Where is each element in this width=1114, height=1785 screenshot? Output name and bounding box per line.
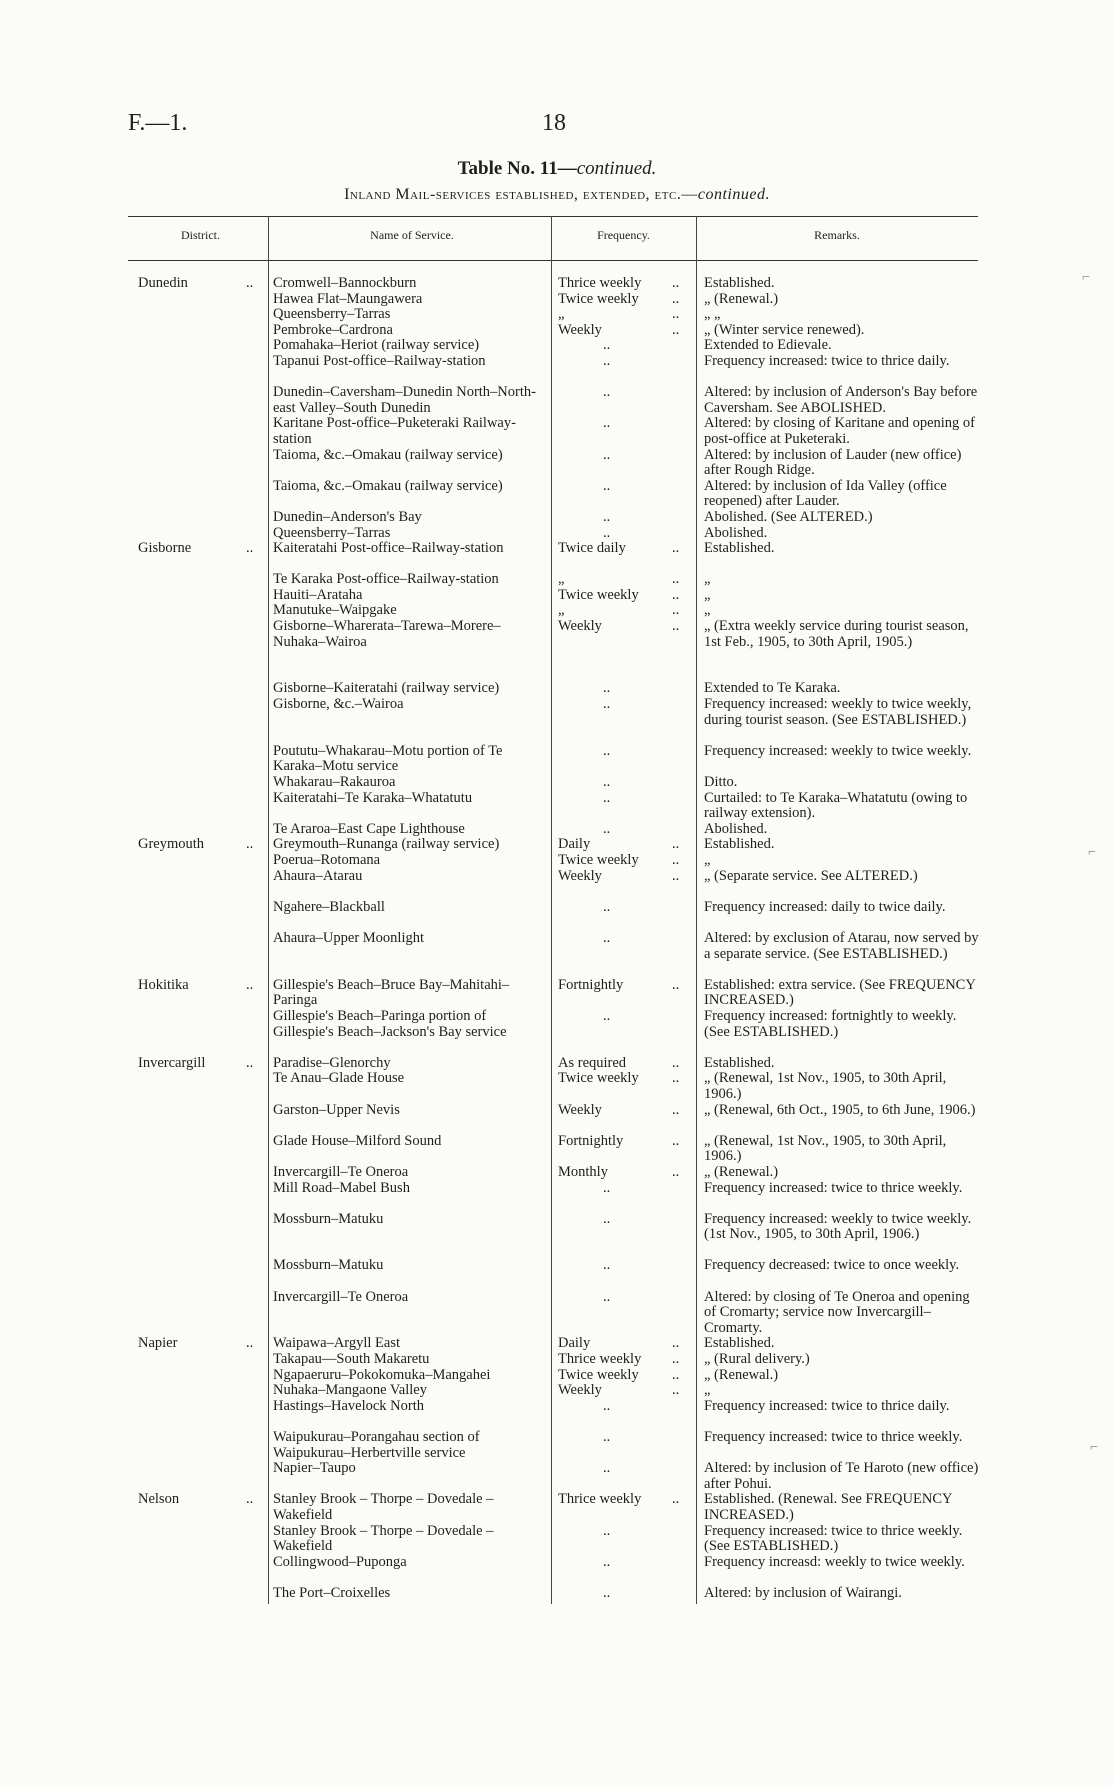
district-cell: Invercargill [138,1054,206,1071]
remarks-cell: Extended to Te Karaka. [704,680,841,697]
table-row [128,1009,978,1056]
remarks-cell: Frequency increased: twice to thrice daily. [704,1397,950,1414]
frequency-cell: Fortnightly [558,976,624,993]
table-row [128,323,978,339]
frequency-cell: Twice daily [558,540,626,557]
frequency-dots: .. [603,1288,611,1305]
column-header-remarks: Remarks. [814,228,860,242]
table-row [128,1071,978,1102]
remarks-cell: Altered: by inclusion of Anderson's Bay before Caversham. See ABOLISHED. [704,384,978,416]
service-name-cell: Takapau—South Makaretu [273,1351,430,1368]
mail-services-table [128,276,978,1602]
frequency-dots: .. [603,446,611,463]
remarks-cell: „ [704,1382,711,1399]
table-top-rule [128,216,978,217]
margin-mark: ⌐ [1090,1440,1098,1455]
table-title-continued: continued. [576,158,657,179]
district-cell: Nelson [138,1491,180,1508]
service-name-cell: Queensberry–Tarras [273,306,391,323]
leader-dots: .. [672,618,680,635]
remarks-cell: Established. [704,1335,775,1352]
remarks-cell: „ [704,852,711,868]
leader-dots: .. [672,571,680,588]
leader-dots: .. [672,540,680,557]
table-row [128,931,978,978]
table-row [128,837,978,853]
remarks-cell: „ (Renewal, 1st Nov., 1905, to 30th April, 1906.) [704,1132,947,1165]
service-name-cell: Greymouth–Runanga (railway service) [273,836,500,853]
leader-dots: .. [672,867,680,884]
frequency-dots: .. [603,352,611,369]
service-name-cell: Mossburn–Matuku [273,1257,384,1274]
district-cell: Napier [138,1335,178,1352]
table-row [128,588,978,604]
frequency-cell: As required [558,1054,627,1071]
table-row [128,479,978,510]
service-name-cell: Ngahere–Blackball [273,898,385,915]
page-number: 18 [542,110,566,136]
service-name-cell: Ahaura–Upper Moonlight [273,929,425,946]
remarks-cell: „ (Rural delivery.) [704,1351,810,1368]
service-name-cell: Gisborne–Kaiteratahi (railway service) [273,680,500,697]
service-name-cell: Dunedin–Caversham–Dunedin North–North-east Valley–South Dunedin [273,384,536,416]
table-row [128,775,978,791]
leader-dots: .. [246,540,254,557]
remarks-cell: Established. [704,836,775,853]
remarks-cell: Frequency increased: daily to twice daily. [704,898,946,915]
service-name-cell: Manutuke–Waipgake [273,602,397,619]
frequency-dots: .. [603,384,611,401]
frequency-cell: Weekly [558,1382,602,1399]
service-name-cell: Te Araroa–East Cape Lighthouse [273,820,465,837]
remarks-cell: Extended to Edievale. [704,337,832,354]
table-row [128,1165,978,1181]
remarks-cell: Ditto. [704,774,738,791]
leader-dots: .. [672,1163,680,1180]
remarks-cell: Frequency increased: twice to thrice daily. [704,352,950,369]
table-row [128,1212,978,1259]
frequency-cell: Daily [558,1335,591,1352]
service-name-cell: Garston–Upper Nevis [273,1101,400,1118]
service-name-cell: Te Anau–Glade House [273,1070,405,1087]
frequency-cell: Weekly [558,618,602,635]
remarks-cell: Established: extra service. (See FREQUENCY INCREASED.) [704,976,976,1009]
service-name-cell: Napier–Taupo [273,1460,356,1477]
table-row [128,822,978,838]
frequency-dots: .. [603,508,611,525]
remarks-cell: Frequency increased: weekly to twice weekly. (1st Nov., 1905, to 30th April, 1906.) [704,1210,972,1243]
service-name-cell: The Port–Croixelles [273,1584,391,1601]
leader-dots: .. [672,602,680,619]
remarks-cell: „ (Separate service. See ALTERED.) [704,867,918,884]
remarks-cell: „ (Extra weekly service during tourist season, 1st Feb., 1905, to 30th April, 1905.) [704,618,969,650]
remarks-cell: „ (Renewal.) [704,290,779,307]
frequency-cell: Daily [558,836,591,853]
table-row [128,1290,978,1337]
table-row [128,1492,978,1523]
frequency-dots: .. [603,820,611,837]
frequency-dots: .. [603,1257,611,1274]
frequency-cell: „ [558,306,565,323]
frequency-cell: Thrice weekly [558,1491,642,1508]
table-row [128,869,978,900]
table-row [128,307,978,323]
leader-dots: .. [246,1335,254,1352]
service-name-cell: Karitane Post-office–Puketeraki Railway-station [273,415,516,447]
table-row [128,448,978,479]
frequency-cell: Weekly [558,867,602,884]
table-row [128,1461,978,1492]
leader-dots: .. [672,1054,680,1071]
table-row [128,978,978,1009]
remarks-cell: Altered: by closing of Te Oneroa and opening of Cromarty; service now Invercargill–Cromarty. [704,1288,970,1336]
district-cell: Hokitika [138,976,189,993]
table-row [128,354,978,385]
remarks-cell: Frequency decreased: twice to once weekly. [704,1257,960,1274]
frequency-dots: .. [603,1522,611,1539]
service-name-cell: Ahaura–Atarau [273,867,363,884]
service-name-cell: Cromwell–Bannockburn [273,275,417,291]
service-name-cell: Nuhaka–Mangaone Valley [273,1382,427,1399]
service-name-cell: Gillespie's Beach–Paringa portion of Gillespie's Beach–Jackson's Bay service [273,1007,507,1040]
table-row [128,1399,978,1430]
remarks-cell: Abolished. [704,524,768,541]
leader-dots: .. [672,1335,680,1352]
table-row [128,385,978,416]
leader-dots: .. [672,1101,680,1118]
table-row [128,900,978,931]
frequency-cell: „ [558,602,565,619]
remarks-cell: Established. (Renewal. See FREQUENCY INCREASED.) [704,1491,952,1523]
remarks-cell: „ (Renewal.) [704,1163,779,1180]
service-name-cell: Waipukurau–Porangahau section of Waipukurau–Herbertville service [273,1429,480,1461]
service-name-cell: Gisborne–Wharerata–Tarewa–Morere–Nuhaka–Wairoa [273,618,501,650]
frequency-cell: Thrice weekly [558,1351,642,1368]
service-name-cell: Pomahaka–Heriot (railway service) [273,337,480,354]
frequency-dots: .. [603,898,611,915]
frequency-dots: .. [603,742,611,759]
leader-dots: .. [672,306,680,323]
service-name-cell: Tapanui Post-office–Railway-station [273,352,486,369]
remarks-cell: Frequency increased: twice to thrice weekly. (See ESTABLISHED.) [704,1522,963,1555]
table-title [0,158,1114,180]
table-row [128,697,978,744]
table-row [128,603,978,619]
service-name-cell: Hauiti–Arataha [273,586,363,603]
remarks-cell: Altered: by inclusion of Ida Valley (office reopened) after Lauder. [704,477,947,510]
leader-dots: .. [246,836,254,853]
leader-dots: .. [672,1366,680,1383]
remarks-cell: „ (Winter service renewed). [704,321,865,338]
frequency-cell: Twice weekly [558,852,639,868]
frequency-dots: .. [603,774,611,791]
district-cell: Dunedin [138,275,188,291]
remarks-cell: Altered: by exclusion of Atarau, now served by a separate service. (See ESTABLISHED.) [704,929,979,962]
frequency-dots: .. [603,680,611,697]
remarks-cell: „ „ [704,306,721,323]
district-cell: Gisborne [138,540,192,557]
table-row [128,1134,978,1165]
leader-dots: .. [246,1491,254,1508]
frequency-dots: .. [603,1179,611,1196]
page-reference: F.—1. [128,110,188,136]
frequency-cell: Twice weekly [558,1070,639,1087]
remarks-cell: Altered: by closing of Karitane and opening of post-office at Puketeraki. [704,415,975,447]
frequency-dots: .. [603,1007,611,1024]
table-subtitle-continued: continued. [697,186,770,203]
frequency-dots: .. [603,1429,611,1446]
table-row [128,791,978,822]
remarks-cell: Abolished. (See ALTERED.) [704,508,873,525]
service-name-cell: Hastings–Havelock North [273,1397,425,1414]
frequency-cell: „ [558,571,565,588]
table-row [128,619,978,681]
leader-dots: .. [672,290,680,307]
service-name-cell: Poututu–Whakarau–Motu portion of Te Karaka–Motu service [273,742,503,775]
table-row [128,292,978,308]
table-row [128,1586,978,1602]
column-header-district: District. [181,228,220,242]
remarks-cell: Frequency increased: weekly to twice weekly, during tourist season. (See ESTABLISHED.) [704,696,972,728]
table-row [128,1368,978,1384]
remarks-cell: Altered: by inclusion of Wairangi. [704,1584,902,1601]
table-row [128,1056,978,1072]
leader-dots: .. [672,275,680,291]
service-name-cell: Gillespie's Beach–Bruce Bay–Mahitahi–Paringa [273,976,510,1009]
leader-dots: .. [672,1382,680,1399]
frequency-cell: Weekly [558,321,602,338]
remarks-cell: „ [704,571,711,588]
table-header-rule [128,260,978,261]
frequency-dots: .. [603,1397,611,1414]
table-row [128,1103,978,1134]
leader-dots: .. [246,976,254,993]
frequency-cell: Twice weekly [558,1366,639,1383]
remarks-cell: Frequency increased: fortnightly to weekly. (See ESTABLISHED.) [704,1007,957,1040]
service-name-cell: Dunedin–Anderson's Bay [273,508,422,525]
service-name-cell: Kaiteratahi–Te Karaka–Whatatutu [273,789,473,806]
frequency-dots: .. [603,696,611,713]
service-name-cell: Ngapaeruru–Pokokomuka–Mangahei [273,1366,491,1383]
remarks-cell: Frequency increased: twice to thrice weekly. [704,1179,963,1196]
column-header-frequency: Frequency. [597,228,650,242]
table-row [128,572,978,588]
table-row [128,338,978,354]
column-header-name: Name of Service. [370,228,454,242]
frequency-cell: Twice weekly [558,290,639,307]
frequency-dots: .. [603,477,611,494]
table-subtitle-main: Inland Mail-services established, extended, etc.— [344,186,698,203]
service-name-cell: Invercargill–Te Oneroa [273,1163,409,1180]
table-row [128,510,978,526]
margin-mark: ⌐ [1088,845,1096,860]
remarks-cell: „ (Renewal, 6th Oct., 1905, to 6th June, 1906.) [704,1101,976,1118]
service-name-cell: Paradise–Glenorchy [273,1054,391,1071]
table-row [128,541,978,572]
table-row [128,1555,978,1586]
table-row [128,416,978,447]
remarks-cell: Established. [704,1054,775,1071]
table-row [128,1258,978,1289]
leader-dots: .. [246,1054,254,1071]
service-name-cell: Pembroke–Cardrona [273,321,393,338]
frequency-dots: .. [603,789,611,806]
service-name-cell: Invercargill–Te Oneroa [273,1288,409,1305]
leader-dots: .. [672,836,680,853]
remarks-cell: „ [704,586,711,603]
frequency-dots: .. [603,1210,611,1227]
service-name-cell: Hawea Flat–Maungawera [273,290,423,307]
remarks-cell: „ (Renewal.) [704,1366,779,1383]
table-row [128,1430,978,1461]
table-row [128,526,978,542]
frequency-dots: .. [603,1460,611,1477]
service-name-cell: Kaiteratahi Post-office–Railway-station [273,540,504,557]
service-name-cell: Mill Road–Mabel Bush [273,1179,410,1196]
remarks-cell: „ [704,602,711,619]
frequency-cell: Monthly [558,1163,608,1180]
frequency-dots: .. [603,1553,611,1570]
service-name-cell: Poerua–Rotomana [273,852,381,868]
service-name-cell: Te Karaka Post-office–Railway-station [273,571,499,588]
leader-dots: .. [672,1491,680,1508]
table-row [128,853,978,869]
service-name-cell: Queensberry–Tarras [273,524,391,541]
table-title-main: Table No. 11— [457,158,577,179]
leader-dots: .. [246,275,254,291]
leader-dots: .. [672,852,680,868]
service-name-cell: Stanley Brook – Thorpe – Dovedale – Wakefield [273,1491,494,1523]
frequency-cell: Twice weekly [558,586,639,603]
margin-mark: ⌐ [1082,270,1090,285]
service-name-cell: Gisborne, &c.–Wairoa [273,696,404,713]
frequency-cell: Thrice weekly [558,275,642,291]
table-row [128,1336,978,1352]
table-row [128,1352,978,1368]
frequency-dots: .. [603,337,611,354]
frequency-dots: .. [603,415,611,432]
leader-dots: .. [672,976,680,993]
table-subtitle [0,186,1114,204]
frequency-cell: Fortnightly [558,1132,624,1149]
frequency-cell: Weekly [558,1101,602,1118]
remarks-cell: Established. [704,540,775,557]
remarks-cell: Frequency increased: twice to thrice weekly. [704,1429,963,1446]
remarks-cell: Frequency increased: weekly to twice weekly. [704,742,972,759]
frequency-dots: .. [603,524,611,541]
remarks-cell: Established. [704,275,775,291]
district-cell: Greymouth [138,836,205,853]
table-row [128,1383,978,1399]
remarks-cell: Abolished. [704,820,768,837]
service-name-cell: Stanley Brook – Thorpe – Dovedale – Wakefield [273,1522,494,1555]
table-row [128,276,978,292]
leader-dots: .. [672,321,680,338]
table-row [128,681,978,697]
service-name-cell: Taioma, &c.–Omakau (railway service) [273,477,503,494]
service-name-cell: Collingwood–Puponga [273,1553,407,1570]
table-row [128,1181,978,1212]
service-name-cell: Taioma, &c.–Omakau (railway service) [273,446,503,463]
leader-dots: .. [672,1070,680,1087]
leader-dots: .. [672,1132,680,1149]
remarks-cell: Frequency increasd: weekly to twice weekly. [704,1553,965,1570]
service-name-cell: Mossburn–Matuku [273,1210,384,1227]
frequency-dots: .. [603,1584,611,1601]
remarks-cell: „ (Renewal, 1st Nov., 1905, to 30th April, 1906.) [704,1070,947,1102]
remarks-cell: Altered: by inclusion of Lauder (new office) after Rough Ridge. [704,446,962,479]
service-name-cell: Whakarau–Rakauroa [273,774,396,791]
remarks-cell: Curtailed: to Te Karaka–Whatatutu (owing to railway extension). [704,789,968,822]
service-name-cell: Glade House–Milford Sound [273,1132,442,1149]
leader-dots: .. [672,586,680,603]
frequency-dots: .. [603,929,611,946]
leader-dots: .. [672,1351,680,1368]
remarks-cell: Altered: by inclusion of Te Haroto (new office) after Pohui. [704,1460,979,1492]
table-row [128,744,978,775]
table-row [128,1524,978,1555]
service-name-cell: Waipawa–Argyll East [273,1335,401,1352]
